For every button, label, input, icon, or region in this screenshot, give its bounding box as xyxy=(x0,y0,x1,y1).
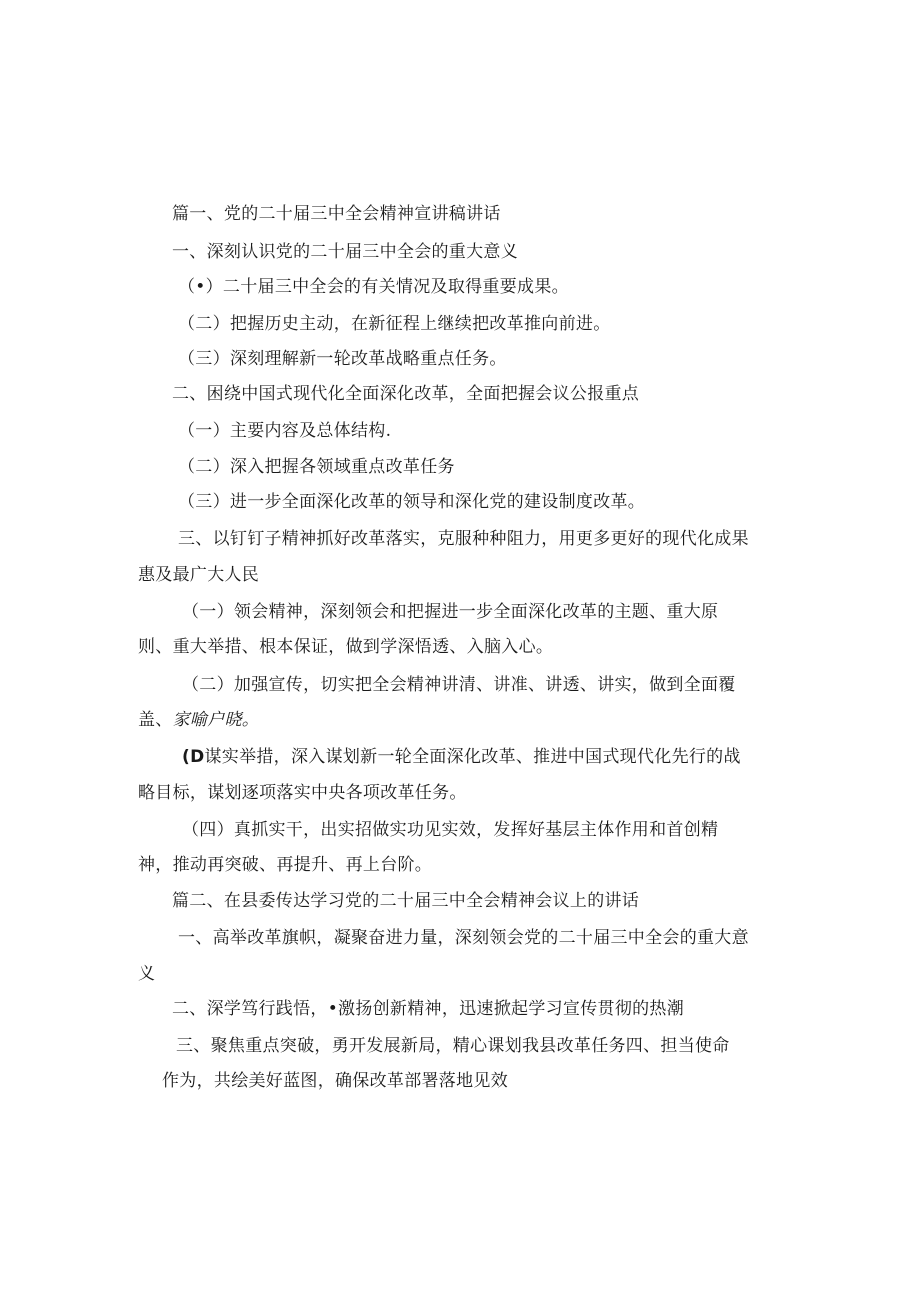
paragraph-3-3-text: 谋实举措，深入谋划新一轮全面深化改革、推进中国式现代化先行的战 xyxy=(204,747,741,767)
heading-3-line1: 三、以钉钉子精神抓好改革落实，克服种种阻力，用更多更好的现代化成果 xyxy=(178,529,749,549)
subheading-1-2: （二）把握历史主动，在新征程上继续把改革推向前进。 xyxy=(178,314,611,334)
section2-item1-line2: 义 xyxy=(138,964,156,984)
paragraph-3-2-line1: （二）加强宣传，切实把全会精神讲清、讲准、讲透、讲实，做到全面覆 xyxy=(182,675,736,695)
paragraph-3-1-line1: （一）领会精神，深刻领会和把握进一步全面深化改革的主题、重大原 xyxy=(182,602,719,622)
paragraph-3-3-line2: 略目标，谋划逐项落实中央各项改革任务。 xyxy=(138,783,467,803)
heading-1: 一、深刻认识党的二十届三中全会的重大意义 xyxy=(172,242,518,262)
subheading-2-2: （二）深入把握各领域重点改革任务 xyxy=(178,457,455,477)
paragraph-3-1-line2: 则、重大举措、根本保证，做到学深悟透、入脑入心。 xyxy=(138,637,554,657)
subheading-1-1: （•）二十届三中全会的有关情况及取得重要成果。 xyxy=(178,277,569,297)
subheading-2-1: （一）主要内容及总体结构. xyxy=(178,421,392,441)
ocr-mark: (D xyxy=(182,747,205,767)
paragraph-3-3-line1 xyxy=(182,745,741,769)
heading-3-line2: 惠及最广大人民 xyxy=(138,565,260,585)
subheading-2-3: （三）进一步全面深化改革的领导和深化党的建设制度改革。 xyxy=(178,492,646,512)
subheading-1-3: （三）深刻理解新一轮改革战略重点任务。 xyxy=(178,349,507,369)
paragraph-3-4-line2: 神，推动再突破、再提升、再上台阶。 xyxy=(138,855,433,875)
section2-item3-line1: 三、聚焦重点突破，勇开发展新局，精心课划我县改革任务四、担当使命 xyxy=(176,1036,730,1056)
paragraph-3-2-line2 xyxy=(138,708,259,732)
section2-item1-line1: 一、高举改革旗帜，凝聚奋进力量，深刻领会党的二十届三中全会的重大意 xyxy=(178,928,749,948)
section2-item3-line2: 作为，共绘美好蓝图，确保改革部署落地见效 xyxy=(162,1071,508,1091)
section2-item2: 二、深学笃行践悟，•激扬创新精神，迅速掀起学习宣传贯彻的热潮 xyxy=(172,999,685,1019)
section2-title: 篇二、在县委传达学习党的二十届三中全会精神会议上的讲话 xyxy=(172,891,640,911)
paragraph-3-2-italic: 家喻户晓。 xyxy=(172,710,260,730)
section1-title: 篇一、党的二十届三中全会精神宣讲稿讲话 xyxy=(172,204,501,224)
heading-2: 二、困绕中国式现代化全面深化改革，全面把握会议公报重点 xyxy=(172,384,640,404)
paragraph-3-4-line1: （四）真抓实干，出实招做实功见实效，发挥好基层主体作用和首创精 xyxy=(182,820,719,840)
paragraph-3-2-plain: 盖、 xyxy=(138,710,173,730)
